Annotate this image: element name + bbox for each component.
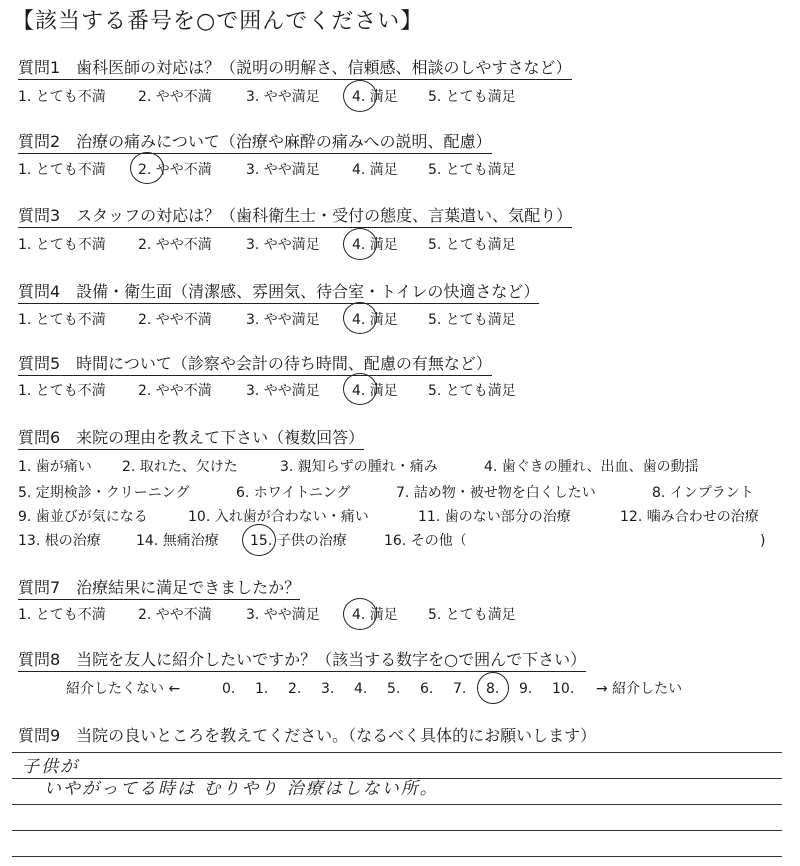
q6-option-1[interactable]: 1. 歯が痛い xyxy=(18,459,92,475)
q7-option-5[interactable]: 5. とても満足 xyxy=(428,607,516,623)
q6-other-close-paren: ) xyxy=(760,533,766,549)
q6-option-5[interactable]: 5. 定期検診・クリーニング xyxy=(18,485,190,501)
q1-option-1[interactable]: 1. とても不満 xyxy=(18,89,106,105)
q9-handwritten-answer-line2: いやがってる時は むりやり 治療はしない所。 xyxy=(44,779,439,799)
answer-line xyxy=(12,856,782,857)
q6-option-12[interactable]: 12. 噛み合わせの治療 xyxy=(620,509,759,525)
q6-option-6[interactable]: 6. ホワイトニング xyxy=(236,485,351,501)
q5-option-3[interactable]: 3. やや満足 xyxy=(246,383,320,399)
q5-title: 質問5 時間について（診察や会計の待ち時間、配慮の有無など） xyxy=(18,354,492,376)
q1-option-5[interactable]: 5. とても満足 xyxy=(428,89,516,105)
q6-option-13[interactable]: 13. 根の治療 xyxy=(18,533,101,549)
q8-number-6[interactable]: 6. xyxy=(420,681,434,697)
answer-line xyxy=(12,804,782,805)
q8-number-2[interactable]: 2. xyxy=(288,681,302,697)
q4-option-4[interactable]: 4. 満足 xyxy=(352,312,398,328)
q7-title: 質問7 治療結果に満足できましたか？ xyxy=(18,578,300,600)
q7-option-1[interactable]: 1. とても不満 xyxy=(18,607,106,623)
q8-number-0[interactable]: 0. xyxy=(222,681,236,697)
q6-option-9[interactable]: 9. 歯並びが気になる xyxy=(18,509,148,525)
q4-option-3[interactable]: 3. やや満足 xyxy=(246,312,320,328)
q1-option-3[interactable]: 3. やや満足 xyxy=(246,89,320,105)
q5-option-5[interactable]: 5. とても満足 xyxy=(428,383,516,399)
q8-number-10[interactable]: 10. xyxy=(552,681,575,697)
q6-option-7[interactable]: 7. 詰め物・被せ物を白くしたい xyxy=(396,485,596,501)
q3-option-4[interactable]: 4. 満足 xyxy=(352,237,398,253)
q2-option-1[interactable]: 1. とても不満 xyxy=(18,162,106,178)
q5-option-2[interactable]: 2. やや不満 xyxy=(138,383,212,399)
q9-handwritten-answer-line1: 子供が xyxy=(22,757,79,777)
q3-option-3[interactable]: 3. やや満足 xyxy=(246,237,320,253)
q1-option-4[interactable]: 4. 満足 xyxy=(352,89,398,105)
q1-option-2[interactable]: 2. やや不満 xyxy=(138,89,212,105)
q6-option-2[interactable]: 2. 取れた、欠けた xyxy=(122,459,238,475)
q8-left-label: 紹介したくない ← xyxy=(66,681,181,697)
q6-option-14[interactable]: 14. 無痛治療 xyxy=(136,533,219,549)
q2-option-5[interactable]: 5. とても満足 xyxy=(428,162,516,178)
q6-option-3[interactable]: 3. 親知らずの腫れ・痛み xyxy=(280,459,438,475)
q8-number-3[interactable]: 3. xyxy=(321,681,335,697)
q3-title: 質問3 スタッフの対応は？（歯科衛生士・受付の態度、言葉遣い、気配り） xyxy=(18,206,572,228)
q8-number-5[interactable]: 5. xyxy=(387,681,401,697)
q2-option-2[interactable]: 2. やや不満 xyxy=(138,162,212,178)
q5-option-1[interactable]: 1. とても不満 xyxy=(18,383,106,399)
answer-line xyxy=(12,830,782,831)
q8-number-1[interactable]: 1. xyxy=(255,681,269,697)
q6-option-11[interactable]: 11. 歯のない部分の治療 xyxy=(418,509,571,525)
q7-option-2[interactable]: 2. やや不満 xyxy=(138,607,212,623)
q8-number-7[interactable]: 7. xyxy=(453,681,467,697)
q6-option-16[interactable]: 16. その他（ xyxy=(384,533,467,549)
q4-option-2[interactable]: 2. やや不満 xyxy=(138,312,212,328)
q7-option-4[interactable]: 4. 満足 xyxy=(352,607,398,623)
q6-option-10[interactable]: 10. 入れ歯が合わない・痛い xyxy=(188,509,369,525)
q2-option-4[interactable]: 4. 満足 xyxy=(352,162,398,178)
q3-option-1[interactable]: 1. とても不満 xyxy=(18,237,106,253)
q9-title: 質問9 当院の良いところを教えてください。（なるべく具体的にお願いします） xyxy=(18,726,597,745)
q7-option-3[interactable]: 3. やや満足 xyxy=(246,607,320,623)
answer-line xyxy=(12,752,782,753)
q1-title: 質問1 歯科医師の対応は？（説明の明解さ、信頼感、相談のしやすさなど） xyxy=(18,58,572,80)
q8-number-8[interactable]: 8. xyxy=(486,681,500,697)
q4-option-5[interactable]: 5. とても満足 xyxy=(428,312,516,328)
q6-option-4[interactable]: 4. 歯ぐきの腫れ、出血、歯の動揺 xyxy=(484,459,699,475)
q6-option-8[interactable]: 8. インプラント xyxy=(652,485,754,501)
q4-option-1[interactable]: 1. とても不満 xyxy=(18,312,106,328)
q8-number-4[interactable]: 4. xyxy=(354,681,368,697)
q4-title: 質問4 設備・衛生面（清潔感、雰囲気、待合室・トイレの快適さなど） xyxy=(18,282,539,304)
q2-title: 質問2 治療の痛みについて（治療や麻酔の痛みへの説明、配慮） xyxy=(18,132,492,154)
q8-right-label: → 紹介したい xyxy=(596,681,683,697)
q6-title: 質問6 来院の理由を教えて下さい（複数回答） xyxy=(18,428,364,450)
q8-number-9[interactable]: 9. xyxy=(519,681,533,697)
instruction-header: 【該当する番号を○で囲んでください】 xyxy=(12,9,424,34)
q6-option-15[interactable]: 15. 子供の治療 xyxy=(250,533,347,549)
q3-option-5[interactable]: 5. とても満足 xyxy=(428,237,516,253)
q3-option-2[interactable]: 2. やや不満 xyxy=(138,237,212,253)
q8-title: 質問8 当院を友人に紹介したいですか？（該当する数字を○で囲んで下さい） xyxy=(18,650,586,672)
q2-option-3[interactable]: 3. やや満足 xyxy=(246,162,320,178)
q5-option-4[interactable]: 4. 満足 xyxy=(352,383,398,399)
